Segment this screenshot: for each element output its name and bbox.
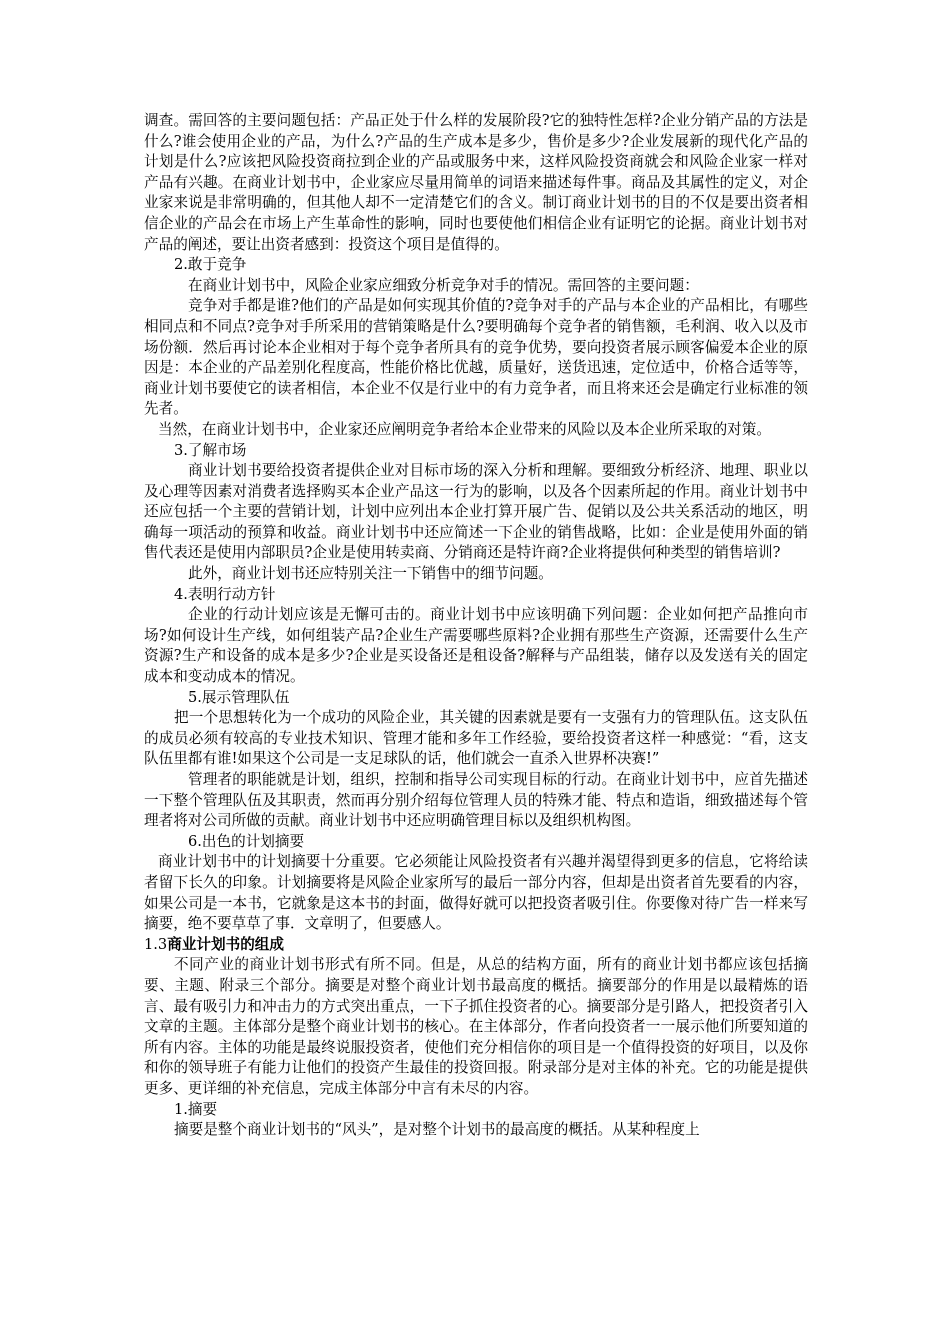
paragraph-composition: 不同产业的商业计划书形式有所不同。但是，从总的结构方面，所有的商业计划书都应该包括摘要、主题、附录三个部分。摘要是对整个商业计划书最高度的概括。摘要部分的作用是以最精炼的语言、最有吸引力和冲击力的方式突出重点，一下子抓住投资者的心。摘要部分是引路人，把投资者引入文章的主题。主体部分是整个商业计划书的核心。在主体部分，作者向投资者一一展示他们所要知道的所有内容。主体的功能是最终说服投资者，使他们充分相信你的项目是一个值得投资的好项目，以及你和你的领导班子有能力让他们的投资产生最佳的投资回报。附录部分是对主体的补充。它的功能是提供更多、更详细的补充信息，完成主体部分中言有未尽的内容。: [144, 956, 808, 1097]
section-heading-team: 5.展示管理队伍: [188, 688, 290, 706]
section-heading-market: 3.了解市场: [174, 441, 247, 459]
section-title: 商业计划书的组成: [167, 935, 284, 953]
section-number: 1.3: [144, 935, 168, 953]
section-heading-abstract: 1.摘要: [174, 1100, 218, 1118]
section-heading-compete: 2.敢于竞争: [174, 256, 247, 274]
paragraph-action-plan: 企业的行动计划应该是无懈可击的。商业计划书中应该明确下列问题：企业如何把产品推向市场?如何设计生产线，如何组装产品?企业生产需要哪些原料?企业拥有那些生产资源，还需要什么生产资源?生产和设备的成本是多少?企业是买设备还是租设备?解释与产品组装，储存以及发送有关的固定成本和变动成本的情况。: [144, 606, 808, 686]
document-body: [144, 111, 808, 1141]
section-heading-action: 4.表明行动方针: [174, 585, 276, 603]
paragraph-product-survey: 调查。需回答的主要问题包括：产品正处于什么样的发展阶段?它的独特性怎样?企业分销产品的方法是什么?谁会使用企业的产品，为什么?产品的生产成本是多少，售价是多少?企业发展新的现代化产品的计划是什么?应该把风险投资商拉到企业的产品或服务中来，这样风险投资商就会和风险企业家一样对产品有兴趣。在商业计划书中，企业家应尽量用简单的词语来描述每件事。商品及其属性的定义，对企业家来说是非常明确的，但其他人却不一定清楚它们的含义。制订商业计划书的目的不仅是要出资者相信企业的产品会在市场上产生革命性的影响，同时也要使他们相信企业有证明它的论据。商业计划书对产品的阐述，要让出资者感到：投资这个项目是值得的。: [144, 112, 808, 253]
paragraph-market-analysis: 商业计划书要给投资者提供企业对目标市场的深入分析和理解。要细致分析经济、地理、职业以及心理等因素对消费者选择购买本企业产品这一行为的影响，以及各个因素所起的作用。商业计划书中还应包括一个主要的营销计划，计划中应列出本企业打算开展广告、促销以及公共关系活动的地区，明确每一项活动的预算和收益。商业计划书中还应简述一下企业的销售战略，比如：企业是使用外面的销售代表还是使用内部职员?企业是使用转卖商、分销商还是特许商?企业将提供何种类型的销售培训?: [144, 462, 808, 562]
paragraph-abstract: 摘要是整个商业计划书的“风头”，是对整个计划书的最高度的概括。从某种程度上: [174, 1121, 700, 1139]
paragraph-compete-intro: 在商业计划书中，风险企业家应细致分析竞争对手的情况。需回答的主要问题：: [188, 276, 699, 294]
paragraph-management-role: 管理者的职能就是计划，组织，控制和指导公司实现目标的行动。在商业计划书中，应首先描述一下整个管理队伍及其职责，然而再分别介绍每位管理人员的特殊才能、特点和造诣，细致描述每个管理者将对公司所做的贡献。商业计划书中还应明确管理目标以及组织机构图。: [144, 771, 808, 830]
paragraph-sales-details: 此外，商业计划书还应特别关注一下销售中的细节问题。: [188, 565, 553, 583]
paragraph-summary-importance: 商业计划书中的计划摘要十分重要。它必须能让风险投资者有兴趣并渴望得到更多的信息，它将给读者留下长久的印象。计划摘要将是风险企业家所写的最后一部分内容，但却是出资者首先要看的内容，如果公司是一本书，它就象是这本书的封面，做得好就可以把投资者吸引住。你要像对待广告一样来写摘要，绝不要草草了事．文章明了，但要感人。: [144, 853, 808, 933]
paragraph-team-strength: 把一个思想转化为一个成功的风险企业，其关键的因素就是要有一支强有力的管理队伍。这支队伍的成员必须有较高的专业技术知识、管理才能和多年工作经验，要给投资者这样一种感觉：“看，这支队伍里都有谁!如果这个公司是一支足球队的话，他们就会一直杀入世界杯决赛!”: [144, 709, 808, 768]
section-heading-summary: 6.出色的计划摘要: [188, 832, 305, 850]
paragraph-competitor-risk: 当然，在商业计划书中，企业家还应阐明竞争者给本企业带来的风险以及本企业所采取的对策。: [158, 420, 771, 438]
section-heading-composition: [144, 935, 808, 956]
paragraph-competitors: 竞争对手都是谁?他们的产品是如何实现其价值的?竞争对手的产品与本企业的产品相比，有哪些相同点和不同点?竞争对手所采用的营销策略是什么?要明确每个竞争者的销售额，毛利润、收入以及市场份额．然后再讨论本企业相对于每个竞争者所具有的竞争优势，要向投资者展示顾客偏爱本企业的原因是：本企业的产品差别化程度高，性能价格比优越，质量好，送货迅速，定位适中，价格合适等等，商业计划书要使它的读者相信，本企业不仅是行业中的有力竞争者，而且将来还会是确定行业标准的领先者。: [144, 297, 808, 418]
